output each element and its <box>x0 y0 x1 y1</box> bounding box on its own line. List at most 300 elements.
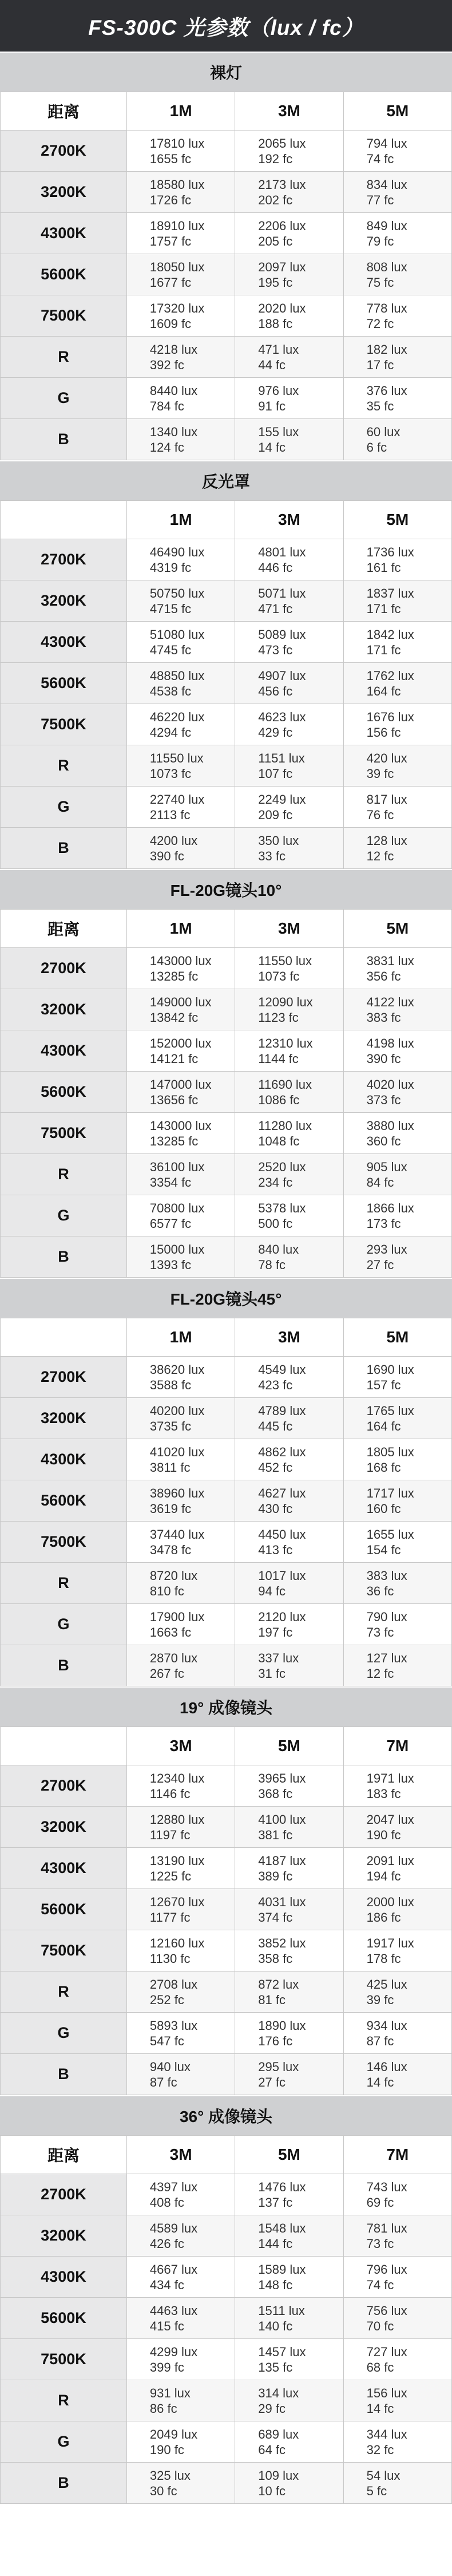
table-row <box>1 1645 452 1686</box>
measurement-cell <box>343 2421 451 2463</box>
lux-value: 41020 lux <box>149 1444 205 1459</box>
table-row <box>1 254 452 295</box>
table-row <box>1 2013 452 2054</box>
lux-value: 1805 lux <box>366 1444 414 1459</box>
fc-value: 107 fc <box>258 766 293 781</box>
measurement-cell <box>126 1604 235 1645</box>
table-row <box>1 2463 452 2504</box>
fc-value: 69 fc <box>366 2195 394 2210</box>
fc-value: 1073 fc <box>149 766 192 781</box>
measurement-cell <box>235 1889 343 1930</box>
measurement-cell <box>126 1522 235 1563</box>
fc-value: 456 fc <box>258 683 293 698</box>
fc-value: 87 fc <box>366 2033 394 2048</box>
lux-value: 12310 lux <box>258 1036 313 1050</box>
lux-value: 127 lux <box>366 1650 407 1665</box>
spec-table <box>0 2135 452 2504</box>
lux-value: 1690 lux <box>366 1362 414 1377</box>
measurement-cell <box>235 745 343 787</box>
table-header-row <box>1 1727 452 1765</box>
table-header-row <box>1 1318 452 1357</box>
measurement-cell <box>126 2380 235 2421</box>
fc-value: 392 fc <box>149 357 184 372</box>
measurement-cell <box>126 1765 235 1807</box>
fc-value: 27 fc <box>258 2075 286 2089</box>
fc-value: 35 fc <box>366 398 394 413</box>
color-temperature-label: R <box>1 2380 127 2421</box>
measurement-cell <box>343 1398 451 1439</box>
measurement-cell <box>235 2013 343 2054</box>
lux-value: 1151 lux <box>258 750 305 765</box>
lux-value: 4218 lux <box>149 342 198 357</box>
lux-value: 17900 lux <box>149 1609 205 1624</box>
fc-value: 1663 fc <box>149 1625 192 1639</box>
distance-column-header: 3M <box>126 2136 235 2174</box>
color-temperature-label: 2700K <box>1 948 127 989</box>
fc-value: 31 fc <box>258 1666 286 1681</box>
fc-value: 4538 fc <box>149 683 192 698</box>
measurement-cell <box>235 295 343 337</box>
measurement-cell <box>235 1604 343 1645</box>
distance-column-header: 5M <box>343 910 451 948</box>
lux-value: 11280 lux <box>258 1118 312 1133</box>
fc-value: 267 fc <box>149 1666 184 1681</box>
fc-value: 473 fc <box>258 642 293 657</box>
lux-value: 2249 lux <box>258 792 306 807</box>
fc-value: 1655 fc <box>149 151 192 166</box>
fc-value: 14 fc <box>366 2401 394 2416</box>
table-row <box>1 1113 452 1154</box>
lux-value: 344 lux <box>366 2427 407 2441</box>
distance-column-header: 5M <box>343 501 451 539</box>
measurement-cell <box>343 213 451 254</box>
color-temperature-label: 3200K <box>1 989 127 1030</box>
measurement-cell <box>343 172 451 213</box>
fc-value: 6577 fc <box>149 1216 192 1231</box>
table-row <box>1 745 452 787</box>
table-row <box>1 1154 452 1195</box>
measurement-cell <box>343 2298 451 2339</box>
fc-value: 202 fc <box>258 192 293 207</box>
lux-value: 4031 lux <box>258 1894 306 1909</box>
table-row <box>1 1236 452 1278</box>
measurement-cell <box>343 2054 451 2095</box>
color-temperature-label: G <box>1 1604 127 1645</box>
lux-value: 4450 lux <box>258 1527 306 1542</box>
fc-value: 381 fc <box>258 1827 293 1842</box>
measurement-cell <box>235 1154 343 1195</box>
fc-value: 17 fc <box>366 357 394 372</box>
fc-value: 430 fc <box>258 1501 293 1516</box>
color-temperature-label: 5600K <box>1 1480 127 1522</box>
measurement-cell <box>235 172 343 213</box>
lux-value: 1476 lux <box>258 2179 306 2194</box>
lux-value: 727 lux <box>366 2344 407 2359</box>
lux-value: 2097 lux <box>258 259 306 274</box>
lux-value: 2708 lux <box>149 1977 198 1992</box>
lux-value: 337 lux <box>258 1650 299 1665</box>
measurement-cell <box>126 948 235 989</box>
lux-value: 4801 lux <box>258 544 306 559</box>
color-temperature-label: 5600K <box>1 1072 127 1113</box>
measurement-cell <box>235 1765 343 1807</box>
measurement-cell <box>343 2339 451 2380</box>
measurement-cell <box>343 1113 451 1154</box>
lux-value: 376 lux <box>366 383 407 398</box>
lux-value: 1762 lux <box>366 668 414 683</box>
fc-value: 446 fc <box>258 560 293 575</box>
measurement-cell <box>343 419 451 460</box>
table-row <box>1 1848 452 1889</box>
measurement-cell <box>126 704 235 745</box>
lux-value: 4667 lux <box>149 2262 198 2277</box>
lux-value: 182 lux <box>366 342 407 357</box>
measurement-cell <box>235 539 343 580</box>
measurement-cell <box>235 419 343 460</box>
table-row <box>1 2421 452 2463</box>
measurement-cell <box>343 2380 451 2421</box>
spec-table <box>0 500 452 869</box>
fc-value: 383 fc <box>366 1010 401 1025</box>
measurement-cell <box>235 1563 343 1604</box>
color-temperature-label: 4300K <box>1 1848 127 1889</box>
lux-value: 295 lux <box>258 2059 299 2074</box>
table-row <box>1 787 452 828</box>
fc-value: 168 fc <box>366 1460 401 1475</box>
measurement-cell <box>126 1030 235 1072</box>
fc-value: 137 fc <box>258 2195 293 2210</box>
table-header-row <box>1 2136 452 2174</box>
lux-value: 1457 lux <box>258 2344 306 2359</box>
measurement-cell <box>343 539 451 580</box>
fc-value: 140 fc <box>258 2318 293 2333</box>
lux-value: 1837 lux <box>366 586 414 600</box>
distance-header <box>1 1318 127 1357</box>
lux-value: 3965 lux <box>258 1771 306 1785</box>
lux-value: 2206 lux <box>258 218 306 233</box>
measurement-cell <box>343 1236 451 1278</box>
fc-value: 13285 fc <box>149 969 199 983</box>
fc-value: 10 fc <box>258 2483 286 2498</box>
fc-value: 75 fc <box>366 275 394 290</box>
fc-value: 374 fc <box>258 1910 293 1925</box>
table-row <box>1 1604 452 1645</box>
measurement-cell <box>126 1889 235 1930</box>
measurement-cell <box>126 2054 235 2095</box>
lux-value: 4122 lux <box>366 994 414 1009</box>
lux-value: 36100 lux <box>149 1159 205 1174</box>
table-row <box>1 1889 452 1930</box>
fc-value: 399 fc <box>149 2360 184 2374</box>
fc-value: 73 fc <box>366 2236 394 2251</box>
measurement-cell <box>343 1563 451 1604</box>
fc-value: 1130 fc <box>149 1951 191 1966</box>
fc-value: 156 fc <box>366 725 401 740</box>
fc-value: 190 fc <box>366 1827 401 1842</box>
lux-value: 934 lux <box>366 2018 407 2033</box>
lux-value: 4100 lux <box>258 1812 306 1827</box>
fc-value: 33 fc <box>258 848 286 863</box>
color-temperature-label: 7500K <box>1 295 127 337</box>
color-temperature-label: R <box>1 1971 127 2013</box>
lux-value: 143000 lux <box>149 953 212 968</box>
lux-value: 1917 lux <box>366 1935 414 1950</box>
measurement-cell <box>235 1113 343 1154</box>
fc-value: 358 fc <box>258 1951 293 1966</box>
color-temperature-label: 7500K <box>1 1930 127 1971</box>
fc-value: 3588 fc <box>149 1377 192 1392</box>
fc-value: 4319 fc <box>149 560 192 575</box>
lux-value: 5089 lux <box>258 627 306 642</box>
distance-header: 距离 <box>1 92 127 131</box>
measurement-cell <box>126 2257 235 2298</box>
color-temperature-label: 2700K <box>1 1765 127 1807</box>
measurement-cell <box>235 2054 343 2095</box>
measurement-cell <box>343 1195 451 1236</box>
lux-value: 4198 lux <box>366 1036 414 1050</box>
table-row <box>1 1930 452 1971</box>
fc-value: 1073 fc <box>258 969 300 983</box>
lux-value: 4200 lux <box>149 833 198 848</box>
color-temperature-label: G <box>1 1195 127 1236</box>
table-row <box>1 1398 452 1439</box>
measurement-cell <box>126 1357 235 1398</box>
fc-value: 79 fc <box>366 234 394 248</box>
spec-table <box>0 92 452 460</box>
measurement-cell <box>126 1236 235 1278</box>
fc-value: 178 fc <box>366 1951 401 1966</box>
fc-value: 1225 fc <box>149 1868 192 1883</box>
lux-value: 976 lux <box>258 383 299 398</box>
lux-value: 293 lux <box>366 1242 407 1257</box>
fc-value: 91 fc <box>258 398 286 413</box>
fc-value: 78 fc <box>258 1257 286 1272</box>
measurement-cell <box>343 2257 451 2298</box>
lux-value: 12090 lux <box>258 994 313 1009</box>
lux-value: 781 lux <box>366 2221 407 2235</box>
measurement-cell <box>343 1645 451 1686</box>
fc-value: 6 fc <box>366 440 387 455</box>
lux-value: 1589 lux <box>258 2262 306 2277</box>
measurement-cell <box>235 1357 343 1398</box>
lux-value: 60 lux <box>366 424 401 439</box>
lux-value: 12340 lux <box>149 1771 205 1785</box>
lux-value: 3880 lux <box>366 1118 414 1133</box>
fc-value: 70 fc <box>366 2318 394 2333</box>
measurement-cell <box>235 1195 343 1236</box>
lux-value: 420 lux <box>366 750 407 765</box>
distance-column-header: 3M <box>235 501 343 539</box>
measurement-cell <box>343 1848 451 1889</box>
fc-value: 160 fc <box>366 1501 401 1516</box>
fc-value: 252 fc <box>149 1992 184 2007</box>
lux-value: 155 lux <box>258 424 299 439</box>
color-temperature-label: G <box>1 787 127 828</box>
measurement-cell <box>235 1439 343 1480</box>
lux-value: 18050 lux <box>149 259 205 274</box>
lux-value: 54 lux <box>366 2468 401 2483</box>
color-temperature-label: 2700K <box>1 131 127 172</box>
lux-value: 1866 lux <box>366 1200 414 1215</box>
measurement-cell <box>235 1807 343 1848</box>
measurement-cell <box>126 1154 235 1195</box>
table-row <box>1 1072 452 1113</box>
lux-value: 808 lux <box>366 259 407 274</box>
lux-value: 128 lux <box>366 833 407 848</box>
measurement-cell <box>235 2298 343 2339</box>
measurement-cell <box>235 2174 343 2215</box>
measurement-cell <box>126 663 235 704</box>
lux-value: 143000 lux <box>149 1118 212 1133</box>
fc-value: 471 fc <box>258 601 293 616</box>
lux-value: 794 lux <box>366 136 407 151</box>
fc-value: 87 fc <box>149 2075 177 2089</box>
measurement-cell <box>235 580 343 622</box>
fc-value: 14 fc <box>366 2075 394 2089</box>
color-temperature-label: 3200K <box>1 172 127 213</box>
table-row <box>1 1030 452 1072</box>
color-temperature-label: 3200K <box>1 2215 127 2257</box>
fc-value: 176 fc <box>258 2033 293 2048</box>
measurement-cell <box>126 2463 235 2504</box>
measurement-cell <box>343 1072 451 1113</box>
measurement-cell <box>126 622 235 663</box>
measurement-cell <box>235 663 343 704</box>
distance-column-header: 7M <box>343 2136 451 2174</box>
measurement-cell <box>235 2339 343 2380</box>
fc-value: 13285 fc <box>149 1133 199 1148</box>
table-row <box>1 172 452 213</box>
fc-value: 4715 fc <box>149 601 192 616</box>
fc-value: 360 fc <box>366 1133 401 1148</box>
fc-value: 1757 fc <box>149 234 192 248</box>
fc-value: 44 fc <box>258 357 286 372</box>
lux-value: 2870 lux <box>149 1650 198 1665</box>
lux-value: 46490 lux <box>149 544 205 559</box>
lux-value: 12160 lux <box>149 1935 205 1950</box>
measurement-cell <box>343 2463 451 2504</box>
measurement-cell <box>343 1930 451 1971</box>
measurement-cell <box>126 1848 235 1889</box>
fc-value: 810 fc <box>149 1583 184 1598</box>
fc-value: 500 fc <box>258 1216 293 1231</box>
lux-value: 325 lux <box>149 2468 191 2483</box>
lux-value: 4907 lux <box>258 668 306 683</box>
measurement-cell <box>343 337 451 378</box>
distance-column-header: 5M <box>235 1727 343 1765</box>
fc-value: 39 fc <box>366 766 394 781</box>
table-header-row <box>1 92 452 131</box>
measurement-cell <box>126 378 235 419</box>
lux-value: 1548 lux <box>258 2221 306 2235</box>
measurement-cell <box>343 1604 451 1645</box>
measurement-cell <box>235 787 343 828</box>
measurement-cell <box>126 1971 235 2013</box>
lux-value: 48850 lux <box>149 668 205 683</box>
measurement-cell <box>126 419 235 460</box>
table-row <box>1 828 452 869</box>
lux-value: 1971 lux <box>366 1771 414 1785</box>
table-row <box>1 1480 452 1522</box>
distance-header <box>1 501 127 539</box>
color-temperature-label: 3200K <box>1 1807 127 1848</box>
measurement-cell <box>343 295 451 337</box>
measurement-cell <box>343 1030 451 1072</box>
color-temperature-label: 7500K <box>1 704 127 745</box>
color-temperature-label: B <box>1 2054 127 2095</box>
lux-value: 5378 lux <box>258 1200 306 1215</box>
fc-value: 72 fc <box>366 316 394 331</box>
lux-value: 4187 lux <box>258 1853 306 1868</box>
measurement-cell <box>126 337 235 378</box>
color-temperature-label: R <box>1 1563 127 1604</box>
color-temperature-label: 7500K <box>1 1113 127 1154</box>
color-temperature-label: R <box>1 337 127 378</box>
lux-value: 12670 lux <box>149 1894 205 1909</box>
measurement-cell <box>235 828 343 869</box>
color-temperature-label: 3200K <box>1 1398 127 1439</box>
fc-value: 36 fc <box>366 1583 394 1598</box>
fc-value: 192 fc <box>258 151 293 166</box>
fc-value: 194 fc <box>366 1868 401 1883</box>
distance-column-header: 1M <box>126 910 235 948</box>
lux-value: 3852 lux <box>258 1935 306 1950</box>
lux-value: 40200 lux <box>149 1403 205 1418</box>
fc-value: 234 fc <box>258 1175 293 1190</box>
table-row <box>1 1195 452 1236</box>
measurement-cell <box>235 1645 343 1686</box>
fc-value: 3354 fc <box>149 1175 192 1190</box>
measurement-cell <box>126 787 235 828</box>
measurement-cell <box>235 378 343 419</box>
lux-value: 1736 lux <box>366 544 414 559</box>
fc-value: 390 fc <box>149 848 184 863</box>
color-temperature-label: B <box>1 828 127 869</box>
lux-value: 4627 lux <box>258 1485 306 1500</box>
table-row <box>1 2215 452 2257</box>
fc-value: 14 fc <box>258 440 286 455</box>
measurement-cell <box>343 1971 451 2013</box>
lux-value: 4463 lux <box>149 2303 198 2318</box>
lux-value: 689 lux <box>258 2427 299 2441</box>
lux-value: 18910 lux <box>149 218 205 233</box>
fc-value: 14121 fc <box>149 1051 199 1066</box>
measurement-cell <box>343 989 451 1030</box>
measurement-cell <box>343 580 451 622</box>
table-row <box>1 131 452 172</box>
color-temperature-label: R <box>1 1154 127 1195</box>
fc-value: 30 fc <box>149 2483 177 2498</box>
fc-value: 3811 fc <box>149 1460 191 1475</box>
measurement-cell <box>126 539 235 580</box>
lux-value: 4397 lux <box>149 2179 198 2194</box>
color-temperature-label: G <box>1 378 127 419</box>
measurement-cell <box>126 1113 235 1154</box>
lux-value: 3831 lux <box>366 953 414 968</box>
fc-value: 29 fc <box>258 2401 286 2416</box>
fc-value: 452 fc <box>258 1460 293 1475</box>
color-temperature-label: 5600K <box>1 1889 127 1930</box>
fc-value: 423 fc <box>258 1377 293 1392</box>
table-row <box>1 213 452 254</box>
table-row <box>1 1765 452 1807</box>
lux-value: 4789 lux <box>258 1403 306 1418</box>
color-temperature-label: 5600K <box>1 663 127 704</box>
measurement-cell <box>235 2380 343 2421</box>
fc-value: 1677 fc <box>149 275 192 290</box>
table-row <box>1 337 452 378</box>
lux-value: 147000 lux <box>149 1077 212 1092</box>
